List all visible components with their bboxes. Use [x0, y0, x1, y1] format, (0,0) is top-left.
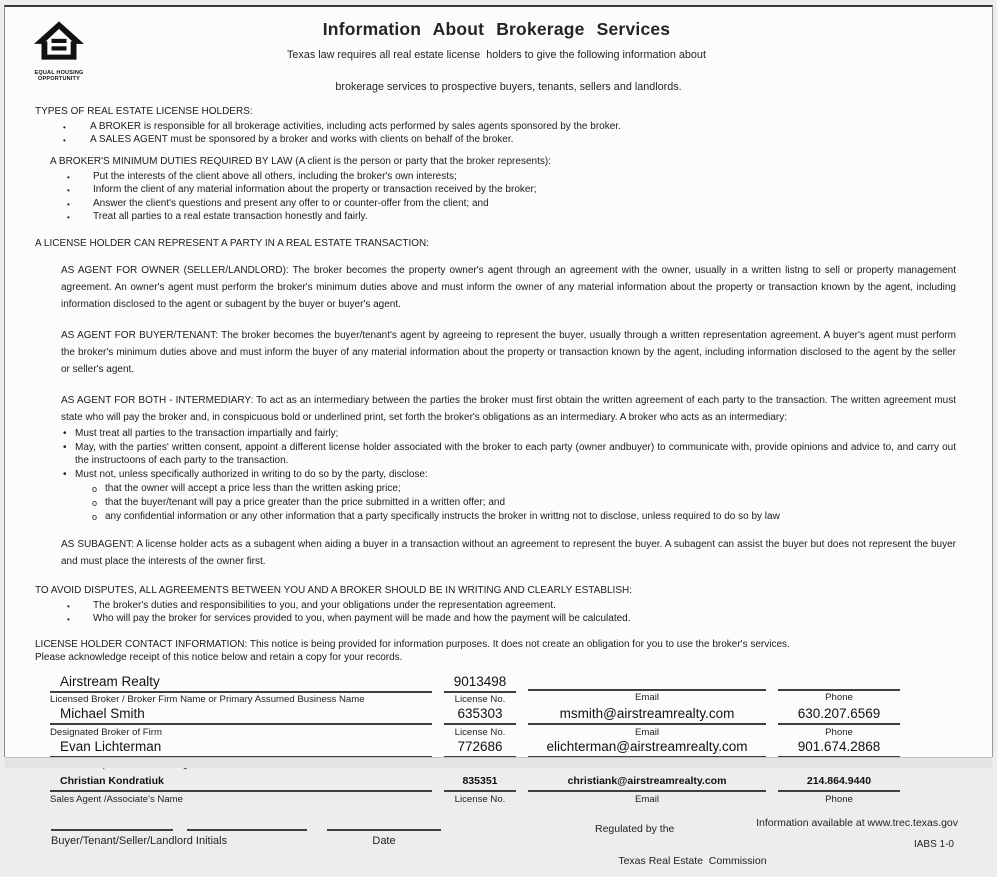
broker-firm-name-cell [50, 674, 432, 706]
page-subtitle [35, 47, 958, 95]
regulated-line2: Texas Real Estate Commission [618, 854, 767, 867]
duties-bullet-4: • Treat all parties to a real estate transaction honestly and fairly. [35, 210, 958, 223]
duties-bullet-1: • Put the interests of the client above all others, including the broker's own interests; [35, 170, 958, 183]
broker-firm-phone-cell [778, 674, 900, 706]
table-row-broker-firm [50, 674, 958, 706]
initials-line-2 [187, 815, 307, 831]
sales-agent-email-label: Email [635, 793, 659, 805]
supervisor-license-value: 772686 [444, 739, 516, 758]
designated-broker-name-label: Designated Broker of Firm [50, 726, 162, 738]
sales-agent-email-cell [528, 771, 766, 805]
section-heading-types: TYPES OF REAL ESTATE LICENSE HOLDERS: [35, 106, 253, 117]
broker-firm-email-value [528, 674, 766, 691]
sales-agent-phone-label: Phone [825, 793, 853, 805]
types-bullet-list [35, 120, 958, 147]
disputes-bullet-list [35, 599, 958, 626]
supervisor-email-value: elichterman@airstreamrealty.com [528, 739, 766, 758]
signature-footer [35, 813, 958, 877]
designated-broker-email-cell [528, 706, 766, 738]
broker-firm-name-label: Licensed Broker / Broker Firm Name or Primary Assumed Business Name [50, 694, 365, 706]
sales-agent-name-cell [50, 771, 432, 805]
sales-agent-phone-value: 214.864.9440 [778, 771, 900, 792]
disputes-bullet-2: • Who will pay the broker for services provided to you, when payment will be made and how the payment will be calculated. [35, 612, 958, 625]
broker-firm-name-value: Airstream Realty [50, 674, 432, 693]
designated-broker-email-label: Email [635, 726, 659, 738]
equal-housing-caption-line1: EQUAL HOUSING [34, 70, 84, 76]
broker-firm-phone-value [778, 674, 900, 691]
disclose-bullet-3: o any confidential information or any other information that a party specifically instructs the broker in writtng not to disclose, unless required to do so by law [35, 510, 958, 524]
form-id-text: IABS 1-0 [913, 838, 954, 850]
table-row-sales-agent [50, 771, 958, 805]
page-subtitle-line2: brokerage services to prospective buyers, tenants, sellers and landlords. [335, 81, 682, 93]
disputes-bullet-1: • The broker's duties and responsibilities to you, and your obligations under the representation agreement. [35, 599, 958, 612]
date-label: Date [372, 834, 396, 847]
contact-info-line1: LICENSE HOLDER CONTACT INFORMATION: This notice is being provided for information purposes. It does not create an obligation for you to use the broker's services. [35, 638, 790, 650]
license-holder-contact-table [50, 674, 958, 805]
intermediary-bullet-list [35, 427, 958, 481]
paragraph-subagent: AS SUBAGENT: A license holder acts as a subagent when aiding a buyer in a transaction without an agreement to represent the buyer. A subagent can assist the buyer but does not represent the buyer and must place the interests of the owner first. [61, 539, 956, 568]
initials-label: Buyer/Tenant/Seller/Landlord Initials [51, 834, 228, 847]
section-heading-represent: A LICENSE HOLDER CAN REPRESENT A PARTY IN A REAL ESTATE TRANSACTION: [35, 238, 430, 250]
broker-firm-license-cell [444, 674, 516, 706]
designated-broker-phone-value: 630.207.6569 [778, 706, 900, 725]
sales-agent-license-cell [444, 771, 516, 805]
broker-firm-license-value: 9013498 [444, 674, 516, 693]
contact-info-line2: Please acknowledge receipt of this notice below and retain a copy for your records. [35, 651, 403, 663]
intermediary-bullet-3: • Must not, unless specifically authorized in writing to do so by the party, disclose: [35, 468, 956, 481]
sales-agent-license-value: 835351 [444, 771, 516, 792]
document-header [35, 13, 958, 95]
designated-broker-name-cell [50, 706, 432, 738]
sales-agent-license-label: License No. [454, 793, 506, 805]
scan-bottom-band [5, 757, 992, 768]
broker-firm-license-label: License No. [454, 694, 506, 706]
disclose-bullet-1: o that the owner will accept a price less than the written asking price; [35, 482, 958, 496]
regulated-by-text [595, 821, 767, 869]
duties-bullet-list [35, 170, 958, 224]
broker-firm-phone-label: Phone [825, 692, 853, 704]
supervisor-phone-value: 901.674.2868 [778, 739, 900, 758]
table-row-designated-broker [50, 706, 958, 738]
info-available-text: Information available at www.trec.texas.gov [756, 816, 958, 829]
equal-housing-opportunity-logo [29, 21, 89, 82]
sales-agent-phone-cell [778, 771, 900, 805]
equal-housing-caption-line2: OPPORTUNITY [38, 76, 80, 82]
paragraph-agent-for-both: AS AGENT FOR BOTH - INTERMEDIARY: To act as an intermediary between the parties the broker must first obtain the written agreement of each party to the transaction. The written agreement must state who will pay the broker and, in conspicuous bold or underlined print, set forth the broker's obligations as an intermediary. A broker who acts as an intermediary: [61, 395, 956, 424]
disclose-bullet-2: o that the buyer/tenant will pay a price greater than the price submitted in a written offer; and [35, 496, 958, 510]
designated-broker-phone-label: Phone [825, 726, 853, 738]
section-heading-duties: A BROKER'S MINIMUM DUTIES REQUIRED BY LAW (A client is the person or party that the broker represents): [50, 155, 551, 167]
document-page [4, 5, 993, 867]
designated-broker-license-value: 635303 [444, 706, 516, 725]
initials-line-1 [51, 815, 173, 831]
supervisor-name-value: Evan Lichterman [50, 739, 432, 758]
duties-bullet-3: • Answer the client's questions and present any offer to or counter-offer from the client; and [35, 197, 958, 210]
paragraph-agent-for-owner: AS AGENT FOR OWNER (SELLER/LANDLORD): The broker becomes the property owner's agent through an agreement with the owner, usually in a written listng to sell or property management agreement. An owner's agent must perform the broker's minimum duties above and must inform the owner of any material information about the property or transaction known by the agent, including information disclosed to the agent or subagent by the buyer or buyer's agent. [61, 265, 956, 311]
date-line [327, 815, 441, 831]
types-bullet-2: • A SALES AGENT must be sponsored by a broker and works with clients on behalf of the broker. [35, 133, 958, 146]
designated-broker-license-label: License No. [454, 726, 506, 738]
designated-broker-name-value: Michael Smith [50, 706, 432, 725]
page-title: Information About Brokerage Services [322, 19, 671, 39]
paragraph-agent-for-buyer: AS AGENT FOR BUYER/TENANT: The broker becomes the buyer/tenant's agent by agreeing to represent the buyer, usually through a written representation agreement. A buyer's agent must perform the broker's minimum duties above and must inform the buyer of any material information about the property or transaction known by the agent, including information disclosed to the agent by the seller or seller's agent. [61, 330, 956, 376]
disclose-bullet-list [35, 482, 958, 524]
sales-agent-email-value: christiank@airstreamrealty.com [528, 771, 766, 792]
intermediary-bullet-2: • May, with the parties' written consent, appoint a different license holder associated with the broker to each party (owner andbuyer) to communicate with, provide opinions and advice to, and carry out the instructoons of each party to the transaction. [35, 441, 956, 468]
equal-housing-house-icon [34, 21, 84, 65]
page-subtitle-line1: Texas law requires all real estate license holders to give the following information about [287, 49, 706, 61]
broker-firm-email-cell [528, 674, 766, 706]
section-heading-disputes: TO AVOID DISPUTES, ALL AGREEMENTS BETWEEN YOU AND A BROKER SHOULD BE IN WRITING AND CLEARLY ESTABLISH: [35, 585, 633, 597]
designated-broker-email-value: msmith@airstreamrealty.com [528, 706, 766, 725]
sales-agent-name-label: Sales Agent /Associate's Name [50, 793, 184, 805]
types-bullet-1: • A BROKER is responsible for all brokerage activities, including acts performed by sales agents sponsored by the broker. [35, 120, 958, 133]
designated-broker-phone-cell [778, 706, 900, 738]
regulated-line1: Regulated by the [595, 822, 675, 835]
designated-broker-license-cell [444, 706, 516, 738]
sales-agent-name-value: Christian Kondratiuk [50, 771, 432, 792]
duties-bullet-2: • Inform the client of any material information about the property or transaction received by the broker; [35, 183, 958, 196]
intermediary-bullet-1: • Must treat all parties to the transaction impartially and fairly; [35, 427, 956, 440]
broker-firm-email-label: Email [635, 692, 659, 704]
